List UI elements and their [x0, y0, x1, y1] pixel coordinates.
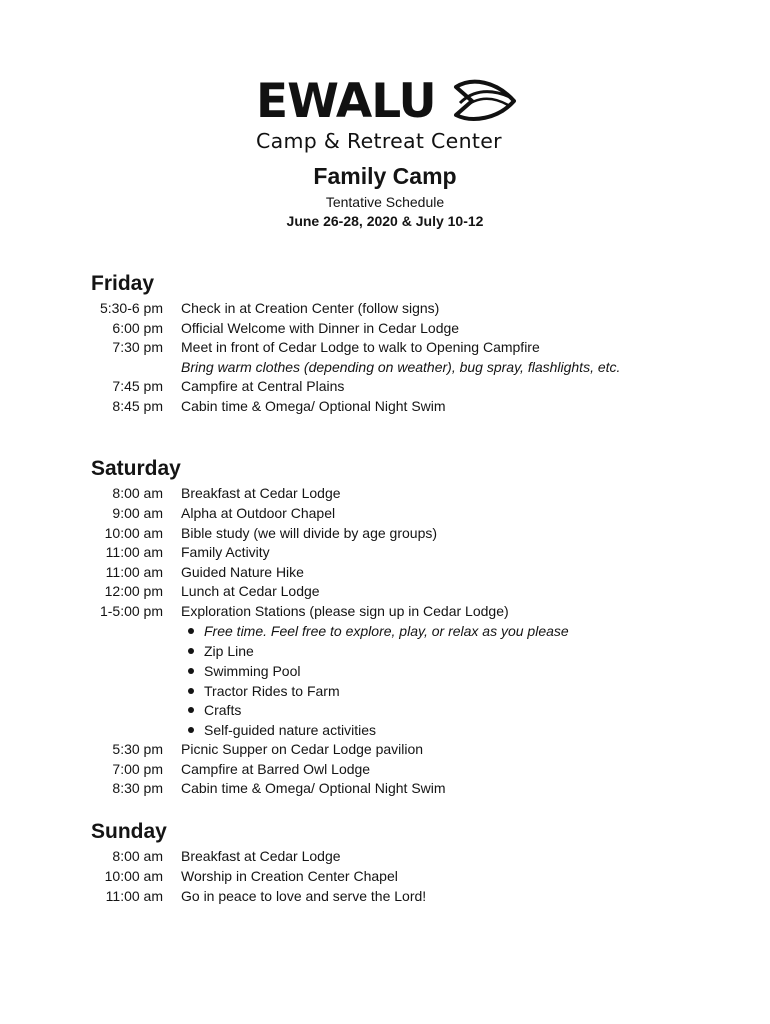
schedule-desc: Bible study (we will divide by age groups)	[181, 525, 438, 541]
schedule-desc: Lunch at Cedar Lodge	[181, 583, 320, 599]
bullet-icon	[188, 707, 194, 713]
schedule-time: 7:00 pm	[112, 761, 163, 777]
schedule-time: 6:00 pm	[112, 320, 163, 336]
schedule-row	[0, 542, 770, 562]
schedule-row	[0, 503, 770, 523]
schedule-time: 5:30 pm	[112, 741, 163, 757]
bullet-icon	[188, 648, 194, 654]
schedule-note	[0, 357, 770, 377]
schedule-desc: Alpha at Outdoor Chapel	[181, 505, 336, 521]
schedule-desc: Campfire at Central Plains	[181, 378, 345, 394]
schedule-time: 11:00 am	[105, 544, 163, 560]
schedule-row	[0, 562, 770, 582]
schedule-time: 8:45 pm	[112, 398, 163, 414]
day-heading-friday: Friday	[91, 272, 155, 295]
station-label: Free time. Feel free to explore, play, or relax as you please	[204, 623, 569, 639]
schedule-row	[0, 739, 770, 759]
schedule-row	[0, 601, 770, 621]
schedule-desc: Exploration Stations (please sign up in Cedar Lodge)	[181, 603, 509, 619]
schedule-desc: Breakfast at Cedar Lodge	[181, 485, 341, 501]
station-label: Zip Line	[204, 643, 254, 659]
schedule-desc: Worship in Creation Center Chapel	[181, 868, 398, 884]
camp-dates: June 26-28, 2020 & July 10-12	[286, 213, 484, 229]
bullet-icon	[188, 727, 194, 733]
fish-icon	[450, 79, 520, 125]
schedule-time: 9:00 am	[112, 505, 163, 521]
station-list-item	[0, 700, 770, 720]
schedule-row	[0, 376, 770, 396]
schedule-desc: Campfire at Barred Owl Lodge	[181, 761, 371, 777]
schedule-row	[0, 778, 770, 798]
schedule-time: 1-5:00 pm	[99, 603, 163, 619]
schedule-row	[0, 483, 770, 503]
bullet-icon	[188, 628, 194, 634]
schedule-time: 12:00 pm	[104, 583, 163, 599]
schedule-desc: Cabin time & Omega/ Optional Night Swim	[181, 398, 446, 414]
schedule-desc: Official Welcome with Dinner in Cedar Lodge	[181, 320, 460, 336]
station-list-item	[0, 720, 770, 740]
schedule-row	[0, 846, 770, 866]
station-list-item	[0, 681, 770, 701]
bullet-icon	[188, 688, 194, 694]
schedule-row	[0, 523, 770, 543]
day-heading-sunday: Sunday	[91, 820, 167, 843]
schedule-time: 7:45 pm	[112, 378, 163, 394]
schedule-desc: Check in at Creation Center (follow signs)	[181, 300, 440, 316]
schedule-row	[0, 581, 770, 601]
schedule-desc: Bring warm clothes (depending on weather), bug spray, flashlights, etc.	[181, 359, 621, 375]
schedule-desc: Family Activity	[181, 544, 270, 560]
schedule-desc: Meet in front of Cedar Lodge to walk to Opening Campfire	[181, 339, 540, 355]
schedule-time: 7:30 pm	[112, 339, 163, 355]
station-list-item	[0, 641, 770, 661]
schedule-time: 11:00 am	[105, 564, 163, 580]
schedule-desc: Picnic Supper on Cedar Lodge pavilion	[181, 741, 424, 757]
schedule-time: 8:00 am	[112, 848, 163, 864]
schedule-row	[0, 298, 770, 318]
logo-wordmark: EWALU	[256, 74, 436, 129]
station-label: Swimming Pool	[204, 663, 301, 679]
schedule-desc: Go in peace to love and serve the Lord!	[181, 888, 427, 904]
station-list-item	[0, 661, 770, 681]
schedule-row	[0, 337, 770, 357]
schedule-desc: Breakfast at Cedar Lodge	[181, 848, 341, 864]
station-list-item	[0, 621, 770, 641]
schedule-row	[0, 396, 770, 416]
schedule-row	[0, 866, 770, 886]
schedule-time: 11:00 am	[105, 888, 163, 904]
schedule-time: 5:30-6 pm	[99, 300, 163, 316]
day-heading-saturday: Saturday	[91, 457, 181, 480]
page-subtitle: Tentative Schedule	[325, 194, 445, 210]
logo-subtitle: Camp & Retreat Center	[256, 129, 502, 153]
schedule-time: 10:00 am	[104, 868, 163, 884]
page-title: Family Camp	[313, 163, 457, 189]
schedule-time: 10:00 am	[104, 525, 163, 541]
schedule-time: 8:00 am	[112, 485, 163, 501]
bullet-icon	[188, 668, 194, 674]
schedule-desc: Guided Nature Hike	[181, 564, 304, 580]
station-label: Self-guided nature activities	[204, 722, 376, 738]
ewalu-logo	[256, 76, 520, 156]
schedule-desc: Cabin time & Omega/ Optional Night Swim	[181, 780, 446, 796]
station-label: Crafts	[204, 702, 242, 718]
schedule-row	[0, 759, 770, 779]
station-label: Tractor Rides to Farm	[204, 683, 340, 699]
schedule-row	[0, 886, 770, 906]
schedule-time: 8:30 pm	[112, 780, 163, 796]
schedule-row	[0, 318, 770, 338]
